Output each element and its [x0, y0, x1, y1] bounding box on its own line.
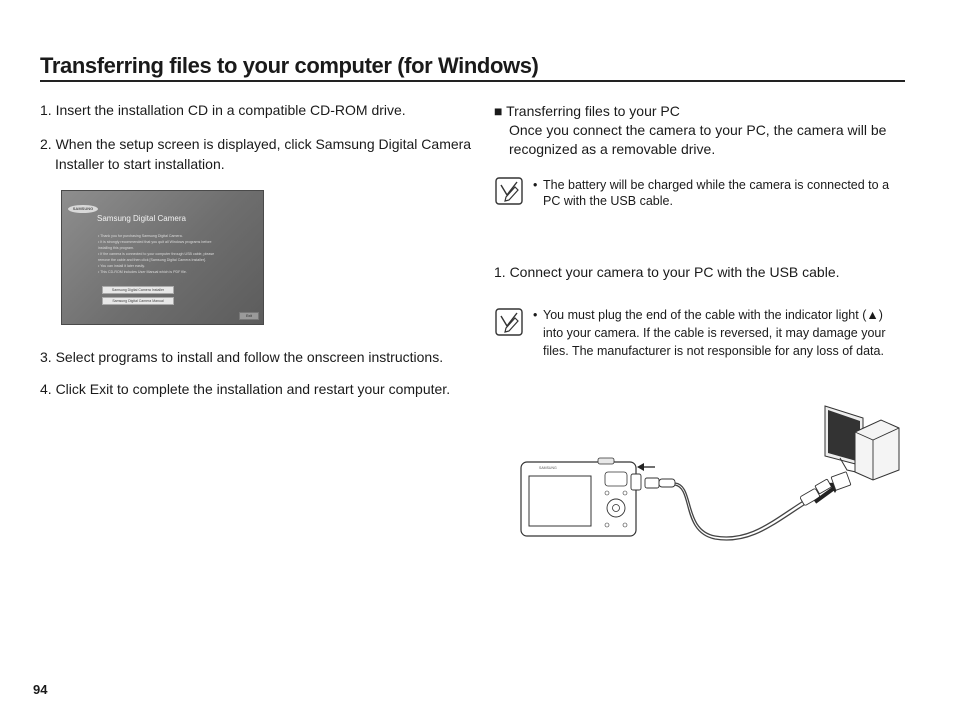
installer-text: • Thank you for purchasing Samsung Digital Camera. • It is strongly recommended that you quit all Windows programs before installing this program. • If the camera is connected to your computer through USB cable, please remove the cable and then click [Samsung Digital Camera Installer]. • You can install it later easily. • This CD-ROM includes User Manual which is PDF file.: [98, 234, 215, 274]
step-4: 4. Click Exit to complete the installation and restart your computer.: [40, 381, 451, 397]
section-text-1: Once you connect the camera to your PC, the camera will be: [509, 122, 887, 138]
note-1-line-2: PC with the USB cable.: [543, 194, 673, 208]
camera-pc-connection-illustration: [515, 400, 905, 550]
exit-button[interactable]: Exit: [239, 312, 259, 320]
section-text-2: recognized as a removable drive.: [509, 141, 716, 157]
note-2-line-2: into your camera. If the cable is reversed, it may damage your: [543, 326, 886, 340]
installer-button[interactable]: Samsung Digital Camera Installer: [102, 286, 174, 294]
note-1-line-1: • The battery will be charged while the camera is connected to a: [543, 176, 889, 194]
page-number: 94: [33, 682, 48, 697]
step-1: 1. Insert the installation CD in a compatible CD-ROM drive.: [40, 102, 406, 118]
page-title: Transferring files to your computer (for Windows): [40, 52, 905, 82]
step-3: 3. Select programs to install and follow the onscreen instructions.: [40, 349, 444, 365]
samsung-logo: SAMSUNG: [68, 205, 98, 213]
section-heading: ■ Transferring files to your PC: [494, 103, 680, 119]
camera-brand: SAMSUNG: [539, 466, 557, 470]
note-2-line-1: • You must plug the end of the cable with the indicator light (▲): [543, 306, 883, 324]
note-pencil-icon: [495, 308, 523, 336]
right-step-1: 1. Connect your camera to your PC with the USB cable.: [494, 264, 840, 280]
step-2: 2. When the setup screen is displayed, click Samsung Digital Camera: [40, 136, 472, 152]
step-2-continued: Installer to start installation.: [55, 156, 225, 172]
note-2-line-3: files. The manufacturer is not responsible for any loss of data.: [543, 344, 884, 358]
note-pencil-icon: [495, 177, 523, 205]
manual-button[interactable]: Samsung Digital Camera Manual: [102, 297, 174, 305]
installer-screenshot: [61, 190, 264, 325]
installer-title: Samsung Digital Camera: [97, 214, 186, 223]
